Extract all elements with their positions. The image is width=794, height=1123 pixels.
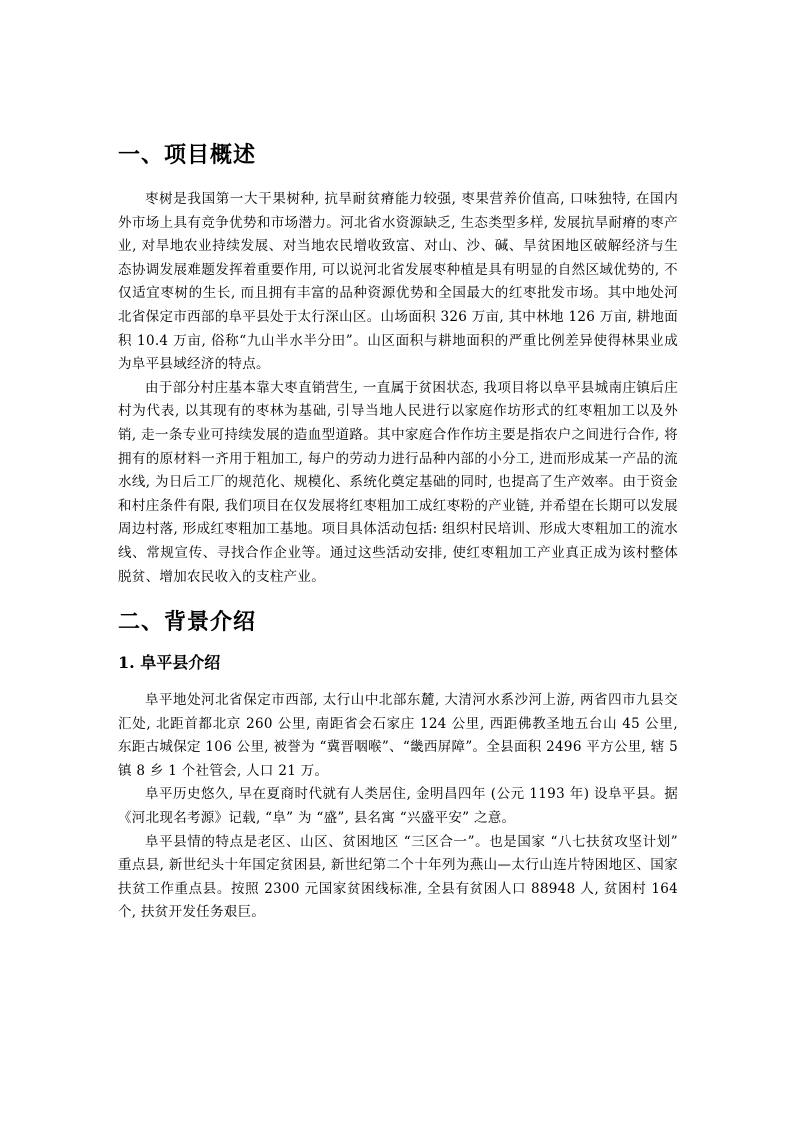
paragraph: 阜平历史悠久, 早在夏商时代就有人类居住, 金明昌四年 (公元 1193 年) 设阜平县。据《河北现名考源》记载, “阜” 为 “盛”, 县名寓 “兴盛平安” 之意。 <box>118 786 678 827</box>
paragraph: 枣树是我国第一大干果树种, 抗旱耐贫瘠能力较强, 枣果营养价值高, 口味独特, 在国内外市场上具有竞争优势和市场潜力。河北省水资源缺乏, 生态类型多样, 发展抗旱耐瘠的枣产业, 对旱地农业持续发展、对当地农民增收致富、对山、沙、碱、旱贫困地区破解经济与生态协调发展难题发挥着重要作用, 可以说河北省发展枣种植是具有明显的自然区域优势的, 不仅适宜枣树的生长, 而且拥有丰富的品种资源优势和全国最大的红枣批发市场。其中地处河北省保定市西部的阜平县处于太行深山区。山场面积 326 万亩, 其中林地 126 万亩, 耕地面积 10.4 万亩, 俗称“九山半水半分田”。山区面积与耕地面积的严重比例差异使得林果业成为阜平县域经济的特点。 <box>118 191 678 373</box>
section-heading-overview: 一、项目概述 <box>118 142 257 168</box>
subsection-heading-fuping: 1. 阜平县介绍 <box>118 653 221 673</box>
paragraph: 阜平县情的特点是老区、山区、贫困地区 “三区合一”。也是国家 “八七扶贫攻坚计划” 重点县, 新世纪头十年国定贫困县, 新世纪第二个十年列为燕山—太行山连片特困地区、国家扶贫工作重点县。按照 2300 元国家贫困线标准, 全县有贫困人口 88948 人, 贫困村 164 个, 扶贫开发任务艰巨。 <box>118 833 678 921</box>
section-heading-background: 二、背景介绍 <box>118 609 257 636</box>
document-body <box>118 140 678 925</box>
paragraph: 由于部分村庄基本靠大枣直销营生, 一直属于贫困状态, 我项目将以阜平县城南庄镇后庄村为代表, 以其现有的枣林为基础, 引导当地人民进行以家庭作坊形式的红枣粗加工以及外销, 走一条专业可持续发展的造血型道路。其中家庭合作作坊主要是指农户之间进行合作, 将拥有的原材料一齐用于粗加工, 每户的劳动力进行品种内部的小分工, 进而形成某一产品的流水线, 为日后工厂的规范化、规模化、系统化奠定基础的同时, 也提高了生产效率。由于资金和村庄条件有限, 我们项目在仅发展将红枣粗加工成红枣粉的产业链, 并希望在长期可以发展周边村落, 形成红枣粗加工基地。项目具体活动包括: 组织村民培训、形成大枣粗加工的流水线、常规宣传、寻找合作企业等。通过这些活动安排, 使红枣粗加工产业真正成为该村整体脱贫、增加农民收入的支柱产业。 <box>118 379 678 585</box>
paragraph: 阜平地处河北省保定市西部, 太行山中北部东麓, 大清河水系沙河上游, 两省四市九县交汇处, 北距首都北京 260 公里, 南距省会石家庄 124 公里, 西距佛教圣地五台山 45 公里, 东距古城保定 106 公里, 被誉为 “冀晋咽喉”、“畿西屏障”。全县面积 2496 平方公里, 辖 5 镇 8 乡 1 个社管会, 人口 21 万。 <box>118 692 678 779</box>
